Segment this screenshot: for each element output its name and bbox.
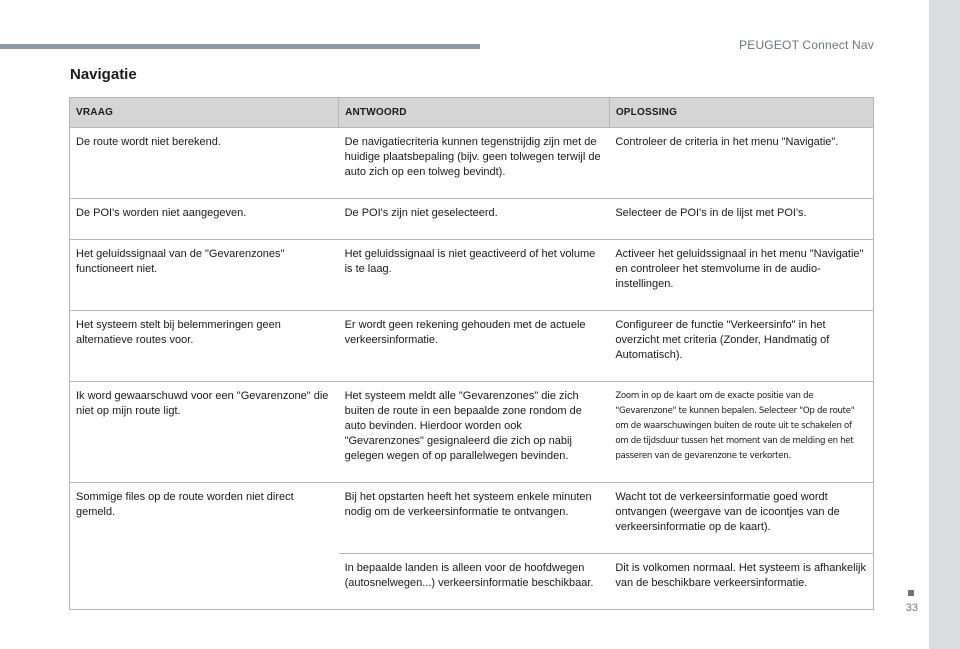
cell-answer: Het systeem meldt alle "Gevarenzones" die zich buiten de route in een bepaalde zone rondom de auto bevinden. Hierdoor worden ook "Gevarenzones" gesignaleerd die zich op nabij gelegen wegen of op parallelwegen bevinden. xyxy=(339,382,610,483)
column-header-question: VRAAG xyxy=(70,98,339,128)
cell-solution: Activeer het geluidssignaal in het menu "Navigatie" en controleer het stemvolume in de audio-instellingen. xyxy=(609,240,873,311)
cell-answer: In bepaalde landen is alleen voor de hoofdwegen (autosnelwegen...) verkeersinformatie beschikbaar. xyxy=(339,554,610,610)
cell-question: De route wordt niet berekend. xyxy=(70,128,339,199)
cell-answer: Er wordt geen rekening gehouden met de actuele verkeersinformatie. xyxy=(339,311,610,382)
cell-answer: De navigatiecriteria kunnen tegenstrijdig zijn met de huidige plaatsbepaling (bijv. geen tolwegen terwijl de auto zich op een tolweg bevindt). xyxy=(339,128,610,199)
header-bar xyxy=(0,44,480,49)
table-row xyxy=(70,311,874,382)
faq-table xyxy=(69,97,874,610)
cell-question: Ik word gewaarschuwd voor een "Gevarenzone" die niet op mijn route ligt. xyxy=(70,382,339,483)
section-title: Navigatie xyxy=(70,66,137,83)
table-row xyxy=(70,382,874,483)
cell-answer: De POI's zijn niet geselecteerd. xyxy=(339,199,610,240)
header-brand: PEUGEOT Connect Nav xyxy=(739,38,874,52)
page-marker-icon xyxy=(908,590,914,596)
cell-solution: Selecteer de POI's in de lijst met POI's. xyxy=(609,199,873,240)
cell-answer: Bij het opstarten heeft het systeem enkele minuten nodig om de verkeersinformatie te ontvangen. xyxy=(339,483,610,554)
cell-solution: Wacht tot de verkeersinformatie goed wordt ontvangen (weergave van de icoontjes van de verkeersinformatie op de kaart). xyxy=(609,483,873,554)
cell-solution: Controleer de criteria in het menu "Navigatie". xyxy=(609,128,873,199)
cell-question: Het systeem stelt bij belemmeringen geen alternatieve routes voor. xyxy=(70,311,339,382)
table-row xyxy=(70,199,874,240)
table-row xyxy=(70,554,874,610)
column-header-solution: OPLOSSING xyxy=(609,98,873,128)
table-row xyxy=(70,483,874,554)
cell-question: De POI's worden niet aangegeven. xyxy=(70,199,339,240)
side-strip xyxy=(929,0,960,649)
cell-solution: Configureer de functie "Verkeersinfo" in het overzicht met criteria (Zonder, Handmatig of Automatisch). xyxy=(609,311,873,382)
cell-question: Het geluidssignaal van de "Gevarenzones" functioneert niet. xyxy=(70,240,339,311)
cell-solution: Zoom in op de kaart om de exacte positie van de "Gevarenzone" te kunnen bepalen. Selecteer "Op de route" om de waarschuwingen buiten de route uit te schakelen of om de tijdsduur tussen het moment van de melding en het passeren van de gevarenzone te verkorten. xyxy=(609,382,873,483)
cell-answer: Het geluidssignaal is niet geactiveerd of het volume is te laag. xyxy=(339,240,610,311)
column-header-answer: ANTWOORD xyxy=(339,98,610,128)
cell-question: Sommige files op de route worden niet direct gemeld. xyxy=(70,483,339,554)
table-row xyxy=(70,240,874,311)
page-number: 33 xyxy=(905,602,918,614)
cell-question xyxy=(70,554,339,610)
table-header-row xyxy=(70,98,874,128)
table-row xyxy=(70,128,874,199)
cell-solution: Dit is volkomen normaal. Het systeem is afhankelijk van de beschikbare verkeersinformatie. xyxy=(609,554,873,610)
